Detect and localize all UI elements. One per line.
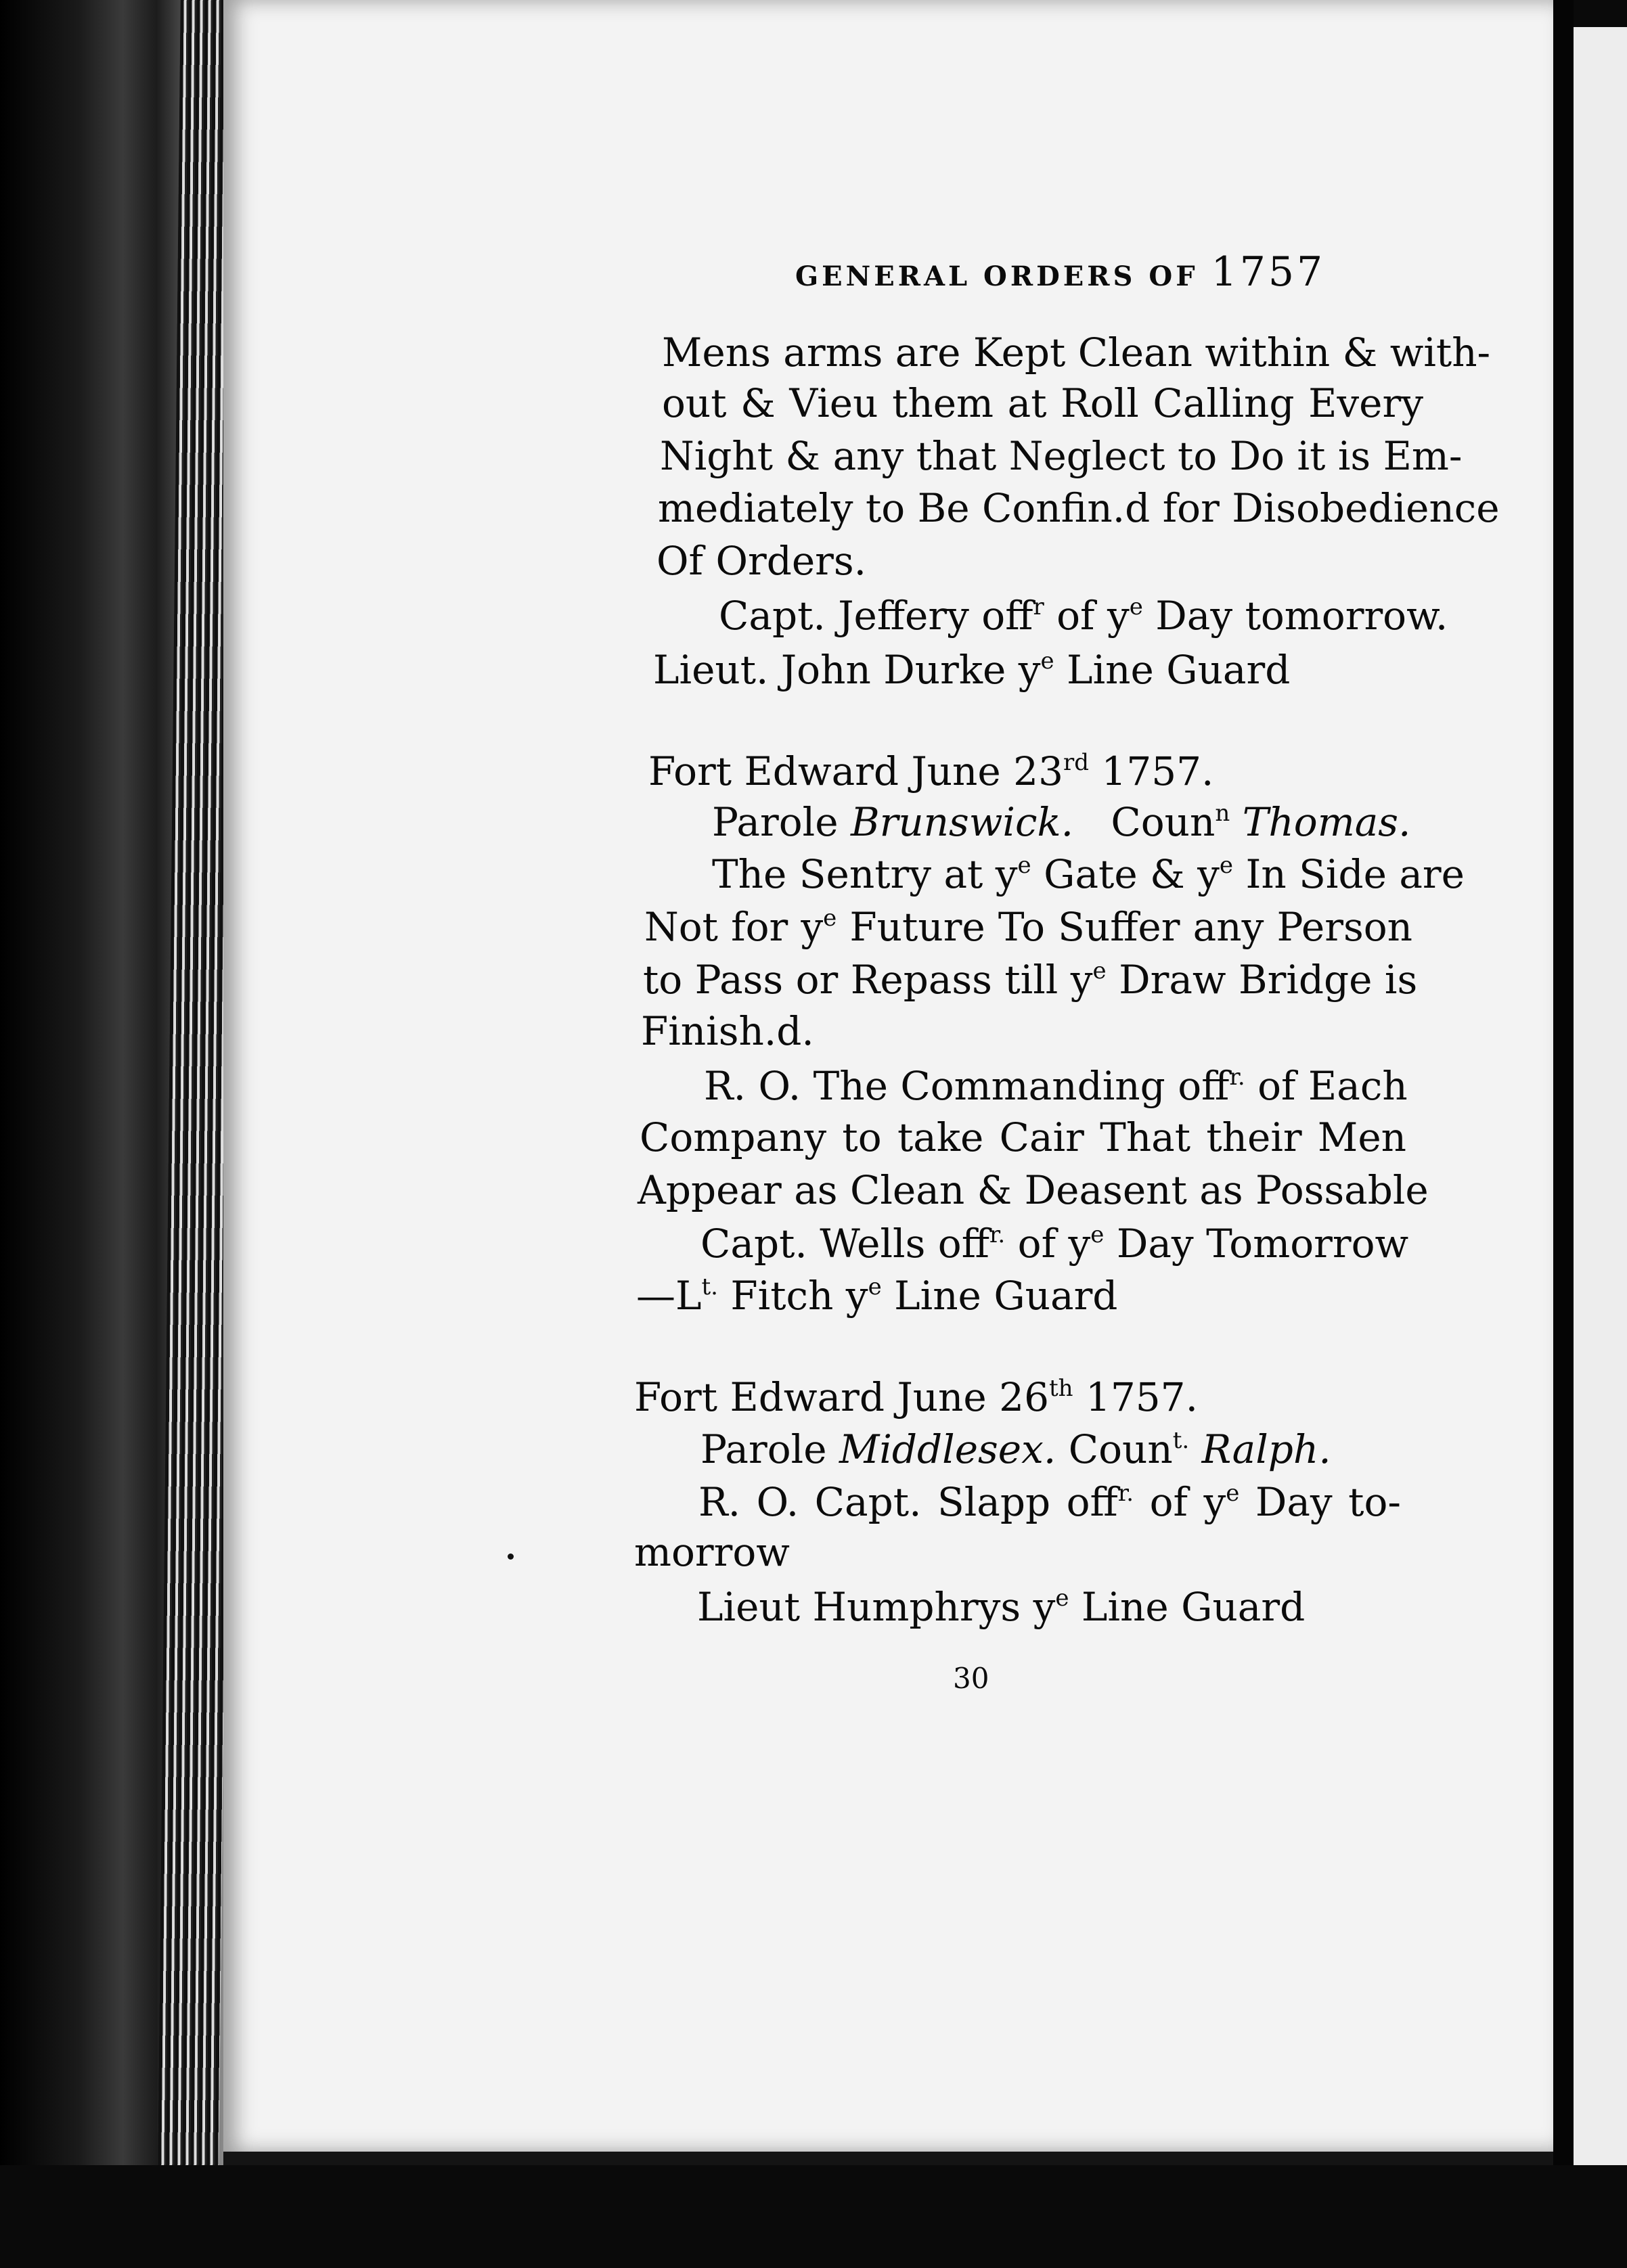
superscript: e [1055,1585,1069,1612]
guard-text: —L [636,1273,702,1319]
countersign-label: Coun [1056,1426,1173,1472]
line-guard-line [636,1273,1118,1319]
officer-text: Capt. Wells off [700,1221,989,1267]
superscript: e [1129,593,1143,620]
guard-text: Lieut. John Durke y [653,647,1041,693]
guard-text: Line Guard [1069,1584,1306,1630]
superscript: e [1090,1221,1105,1248]
superscript: e [1219,852,1234,879]
body-line: Appear as Clean & Deasent as Possable [638,1167,1429,1213]
officer-text: Day Tomorrow [1104,1221,1409,1267]
date-text: Fort Edward June 26 [634,1374,1049,1420]
superscript: e [1092,957,1107,984]
body-line [643,957,1418,1003]
line-guard-line [697,1584,1306,1630]
date-text: 1757. [1089,748,1214,794]
superscript: e [1226,1480,1240,1507]
parole-word: Brunswick. [850,799,1074,845]
regimental-order-line [698,1479,1402,1525]
page-divider [1553,0,1574,2268]
body-text: of Each [1245,1063,1408,1109]
body-line: mediately to Be Confin.d for Disobedience [658,485,1500,531]
superscript: r. [1229,1064,1245,1091]
superscript: r. [1117,1480,1134,1507]
guard-text: Line Guard [1054,647,1291,693]
body-text: Future To Suffer any Person [837,904,1412,950]
body-line [712,851,1465,897]
body-text: Draw Bridge is [1106,957,1418,1003]
superscript: t. [1172,1427,1190,1454]
date-text: 1757. [1073,1374,1199,1420]
body-text: Gate & y [1031,851,1220,897]
officer-text: of y [1044,593,1130,639]
body-line: Night & any that Neglect to Do it is Em- [660,433,1463,479]
body-text: In Side are [1233,851,1465,897]
officer-of-day-line [700,1221,1409,1267]
superscript: r [1033,593,1044,620]
body-text: to Pass or Repass till y [643,957,1093,1003]
running-head-title: GENERAL ORDERS OF [795,260,1199,292]
running-head [795,248,1326,296]
body-text: The Sentry at y [712,851,1018,897]
parole-word: Middlesex. [839,1426,1056,1472]
ink-speck [508,1553,514,1560]
superscript: t. [701,1273,718,1300]
page-number: 30 [953,1662,989,1695]
officer-text: of y [1005,1221,1091,1267]
officer-text: Day tomorrow. [1142,593,1448,639]
body-line: Mens arms are Kept Clean within & with- [662,330,1491,376]
body-text: R. O. Capt. Slapp off [698,1479,1118,1525]
superscript: rd [1063,749,1089,776]
countersign-word: Ralph. [1189,1426,1331,1472]
date-text: Fort Edward June 23 [648,748,1063,794]
superscript: th [1048,1375,1073,1402]
regimental-order-line [704,1063,1408,1109]
body-line: out & Vieu them at Roll Calling Every [662,380,1423,426]
officer-text: Capt. Jeffery off [719,593,1033,639]
body-line: Finish.d. [641,1008,814,1054]
body-line: Of Orders. [656,538,867,584]
guard-text: Line Guard [881,1273,1118,1319]
body-line [644,904,1412,950]
parole-label: Parole [700,1426,839,1472]
guard-text: Fitch y [718,1273,868,1319]
scan-bottom-border [0,2165,1627,2268]
body-line: morrow [634,1529,790,1575]
adjacent-page-edge [1574,27,1627,2268]
superscript: e [823,905,837,932]
running-head-year: 1757 [1211,248,1326,296]
body-text: Day to- [1239,1479,1402,1525]
superscript: e [1040,648,1054,675]
countersign-word: Thomas. [1230,799,1411,845]
superscript: n [1215,800,1230,827]
parole-label: Parole [712,799,851,845]
body-line: Company to take Cair That their Men [640,1114,1406,1160]
body-text: of y [1134,1479,1226,1525]
parole-line [712,799,1411,845]
superscript: e [868,1273,882,1300]
guard-text: Lieut Humphrys y [697,1584,1056,1630]
body-text: R. O. The Commanding off [704,1063,1230,1109]
countersign-label: Coun [1111,799,1216,845]
entry-date [648,748,1214,794]
superscript: e [1017,852,1031,879]
superscript: r. [989,1221,1006,1248]
entry-date [634,1374,1199,1420]
officer-of-day-line [719,593,1448,639]
line-guard-line [653,647,1291,693]
parole-line [700,1426,1331,1472]
body-text: Not for y [644,904,824,950]
